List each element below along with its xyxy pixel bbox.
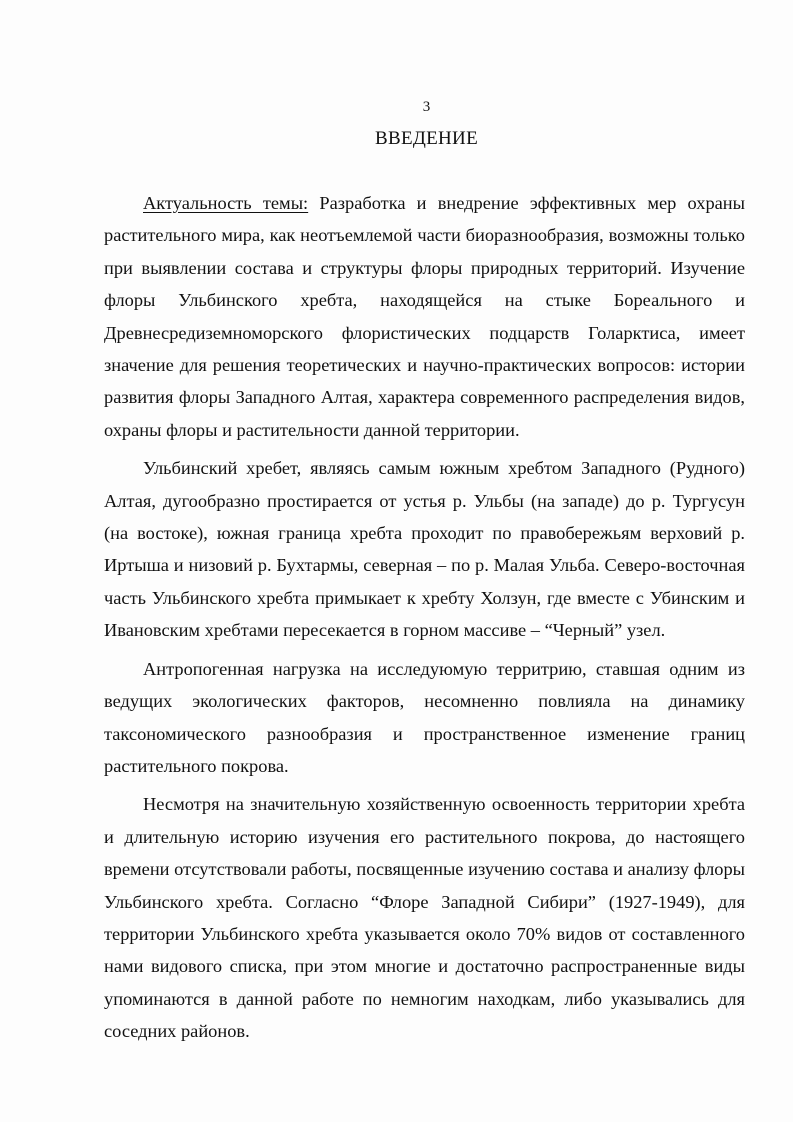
paragraph-relevance [104, 187, 745, 446]
paragraph-ridge-description: Ульбинский хребет, являясь самым южным хребтом Западного (Рудного) Алтая, дугообразно простирается от устья р. Ульбы (на западе) до р. Тургусун (на востоке), южная граница хребта проходит по правобережьям верховий р. Иртыша и низовий р. Бухтармы, северная – по р. Малая Ульба. Северо-восточная часть Ульбинского хребта примыкает к хребту Холзун, где вместе с Убинским и Ивановским хребтами пересекается в горном массиве – “Черный” узел. [104, 458, 745, 641]
paragraph-anthropogenic-load: Антропогенная нагрузка на исследуюмую территрию, ставшая одним из ведущих экологических факторов, несомненно повлияла на динамику таксономического разнообразия и пространственное изменение границ растительного покрова. [104, 658, 745, 776]
document-body [104, 187, 745, 1054]
relevance-text: Разработка и внедрение эффективных мер охраны растительного мира, как неотъемлемой части биоразнообразия, возможны только при выявлении состава и структуры флоры природных территорий. Изучение флоры Ульбинского хребта, находящейся на стыке Бореального и Древнесредиземноморского флористических подцарств Голарктиса, имеет значение для решения теоретических и научно-практических вопросов: истории развития флоры Западного Алтая, характера современного распределения видов, охраны флоры и растительности данной территории. [104, 193, 746, 440]
page-number: 3 [422, 99, 431, 115]
page-title: ВВЕДЕНИЕ [375, 128, 478, 149]
relevance-heading: Актуальность темы: [143, 193, 309, 213]
paragraph-study-history: Несмотря на значительную хозяйственную освоенность территории хребта и длительную историю изучения его растительного покрова, до настоящего времени отсутствовали работы, посвященные изучению состава и анализу флоры Ульбинского хребта. Согласно “Флоре Западной Сибири” (1927-1949), для территории Ульбинского хребта указывается около 70% видов от составленного нами видового списка, при этом многие и достаточно распространенные виды упоминаются в данной работе по немногим находкам, либо указывались для соседних районов. [104, 794, 745, 1042]
